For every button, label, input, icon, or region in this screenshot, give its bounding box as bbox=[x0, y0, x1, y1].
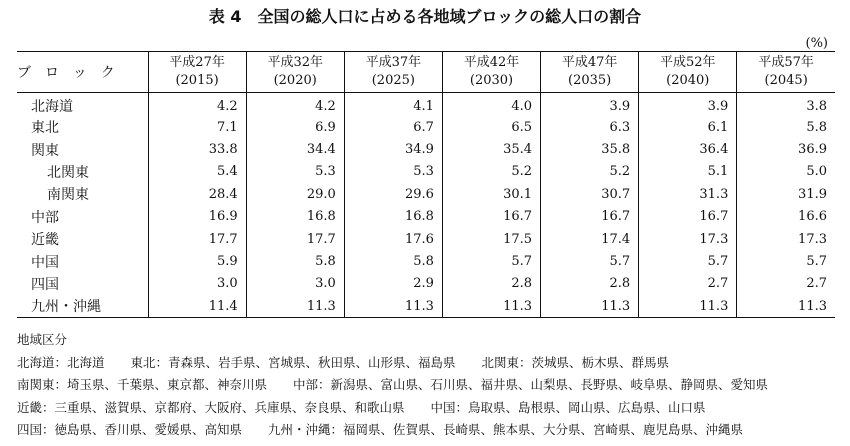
share-value: 2.8 bbox=[442, 273, 540, 295]
year-era: 平成52年 bbox=[660, 55, 716, 70]
share-value: 7.1 bbox=[148, 116, 246, 138]
share-value: 34.4 bbox=[246, 138, 344, 160]
share-value: 17.3 bbox=[639, 228, 737, 250]
share-value: 5.9 bbox=[148, 250, 246, 272]
notes-line bbox=[17, 419, 837, 442]
table-row bbox=[17, 161, 835, 183]
notes-line bbox=[17, 397, 837, 420]
share-value: 17.4 bbox=[541, 228, 639, 250]
table-row bbox=[17, 138, 835, 160]
year-ad: (2035) bbox=[568, 73, 612, 88]
share-value: 6.3 bbox=[541, 116, 639, 138]
share-value: 11.3 bbox=[344, 295, 442, 317]
share-value: 5.8 bbox=[246, 250, 344, 272]
year-ad: (2025) bbox=[371, 73, 415, 88]
share-value: 6.7 bbox=[344, 116, 442, 138]
notes-heading: 地域区分 bbox=[17, 332, 68, 347]
year-header-2020 bbox=[246, 52, 344, 93]
year-header-2030 bbox=[442, 52, 540, 93]
share-value: 6.1 bbox=[639, 116, 737, 138]
year-header-2035 bbox=[541, 52, 639, 93]
share-value: 11.3 bbox=[541, 295, 639, 317]
year-header-2045 bbox=[737, 52, 835, 93]
region-name: 南関東 bbox=[47, 187, 89, 204]
share-value: 2.9 bbox=[344, 273, 442, 295]
share-value: 4.1 bbox=[344, 93, 442, 117]
share-value: 31.9 bbox=[737, 183, 835, 205]
share-value: 6.9 bbox=[246, 116, 344, 138]
share-value: 16.6 bbox=[737, 206, 835, 228]
header-row bbox=[17, 52, 835, 93]
share-value: 28.4 bbox=[148, 183, 246, 205]
table-row bbox=[17, 183, 835, 205]
share-value: 33.8 bbox=[148, 138, 246, 160]
share-value: 30.1 bbox=[442, 183, 540, 205]
region-name: 中国 bbox=[31, 254, 59, 271]
share-value: 11.3 bbox=[246, 295, 344, 317]
table-row bbox=[17, 295, 835, 317]
share-value: 5.7 bbox=[639, 250, 737, 272]
note-item: 四国：徳島県、香川県、愛媛県、高知県 bbox=[17, 422, 243, 437]
note-item: 北関東：茨城県、栃木県、群馬県 bbox=[481, 354, 670, 370]
share-value: 17.7 bbox=[246, 228, 344, 250]
region-name: 中部 bbox=[31, 209, 59, 226]
region-name: 近畿 bbox=[31, 232, 59, 249]
share-value: 4.2 bbox=[246, 93, 344, 117]
share-value: 34.9 bbox=[344, 138, 442, 160]
share-value: 35.4 bbox=[442, 138, 540, 160]
share-value: 3.0 bbox=[246, 273, 344, 295]
note-item: 北海道：北海道 bbox=[17, 354, 105, 370]
share-value: 3.9 bbox=[541, 93, 639, 117]
year-ad: (2030) bbox=[469, 73, 514, 88]
share-value: 16.8 bbox=[344, 206, 442, 228]
share-value: 11.3 bbox=[442, 295, 540, 317]
share-value: 16.7 bbox=[541, 206, 639, 228]
share-value: 2.7 bbox=[737, 273, 835, 295]
share-value: 3.0 bbox=[148, 273, 246, 295]
share-value: 35.8 bbox=[541, 138, 639, 160]
note-item: 近畿：三重県、滋賀県、京都府、大阪府、兵庫県、奈良県、和歌山県 bbox=[17, 399, 405, 415]
share-value: 3.8 bbox=[737, 93, 835, 117]
note-item: 中部：新潟県、富山県、石川県、福井県、山梨県、長野県、岐阜県、静岡県、愛知県 bbox=[293, 377, 769, 392]
share-value: 11.4 bbox=[148, 295, 246, 317]
region-notes bbox=[17, 329, 837, 442]
year-header-2025 bbox=[344, 52, 442, 93]
share-value: 36.9 bbox=[737, 138, 835, 160]
share-value: 30.7 bbox=[541, 183, 639, 205]
year-era: 平成57年 bbox=[758, 55, 814, 70]
year-ad: (2045) bbox=[764, 73, 808, 88]
unit-label: (%) bbox=[805, 36, 828, 51]
share-value: 31.3 bbox=[639, 183, 737, 205]
share-value: 36.4 bbox=[639, 138, 737, 160]
year-header-2040 bbox=[639, 52, 737, 93]
share-value: 6.5 bbox=[442, 116, 540, 138]
table-row bbox=[17, 116, 835, 138]
share-value: 16.7 bbox=[442, 206, 540, 228]
table-row bbox=[17, 93, 835, 117]
share-value: 5.8 bbox=[344, 250, 442, 272]
share-value: 5.7 bbox=[737, 250, 835, 272]
share-value: 29.6 bbox=[344, 183, 442, 205]
share-value: 5.8 bbox=[737, 116, 835, 138]
table-row bbox=[17, 273, 835, 295]
share-value: 17.7 bbox=[148, 228, 246, 250]
share-value: 5.2 bbox=[442, 161, 540, 183]
year-ad: (2015) bbox=[175, 73, 219, 88]
table-row bbox=[17, 228, 835, 250]
share-value: 16.9 bbox=[148, 206, 246, 228]
share-value: 11.3 bbox=[639, 295, 737, 317]
year-ad: (2040) bbox=[666, 73, 710, 88]
share-value: 17.6 bbox=[344, 228, 442, 250]
region-name: 関東 bbox=[31, 142, 59, 159]
share-value: 5.3 bbox=[246, 161, 344, 183]
share-value: 16.7 bbox=[639, 206, 737, 228]
year-era: 平成32年 bbox=[267, 55, 323, 70]
year-era: 平成42年 bbox=[463, 55, 520, 70]
table-title: 表 4 全国の総人口に占める各地域ブロックの総人口の割合 bbox=[208, 7, 642, 26]
year-era: 平成47年 bbox=[561, 55, 618, 70]
year-era: 平成37年 bbox=[365, 55, 422, 70]
share-value: 2.7 bbox=[639, 273, 737, 295]
note-item: 九州・沖縄：福岡県、佐賀県、長崎県、熊本県、大分県、宮崎県、鹿児島県、沖縄県 bbox=[268, 422, 744, 437]
table-row bbox=[17, 250, 835, 272]
share-value: 5.3 bbox=[344, 161, 442, 183]
share-value: 11.3 bbox=[737, 295, 835, 317]
share-value: 5.7 bbox=[541, 250, 639, 272]
region-name: 北海道 bbox=[31, 99, 73, 115]
note-item: 東北：青森県、岩手県、宮城県、秋田県、山形県、福島県 bbox=[130, 354, 456, 370]
population-share-table bbox=[17, 51, 835, 318]
share-value: 5.7 bbox=[442, 250, 540, 272]
year-header-2015 bbox=[148, 52, 246, 93]
share-value: 17.3 bbox=[737, 228, 835, 250]
year-ad: (2020) bbox=[273, 73, 317, 88]
table-body bbox=[17, 93, 835, 318]
share-value: 17.5 bbox=[442, 228, 540, 250]
share-value: 5.0 bbox=[737, 161, 835, 183]
share-value: 5.1 bbox=[639, 161, 737, 183]
share-value: 4.2 bbox=[148, 93, 246, 117]
share-value: 5.2 bbox=[541, 161, 639, 183]
note-item: 中国：鳥取県、島根県、岡山県、広島県、山口県 bbox=[430, 399, 706, 415]
year-era: 平成27年 bbox=[169, 55, 225, 70]
share-value: 16.8 bbox=[246, 206, 344, 228]
region-name: 北関東 bbox=[47, 164, 89, 181]
notes-line bbox=[17, 374, 837, 397]
share-value: 5.4 bbox=[148, 161, 246, 183]
notes-line bbox=[17, 352, 837, 375]
share-value: 29.0 bbox=[246, 183, 344, 205]
region-name: 九州・沖縄 bbox=[31, 299, 101, 316]
share-value: 3.9 bbox=[639, 93, 737, 117]
region-name: 四国 bbox=[31, 276, 59, 293]
table-row bbox=[17, 206, 835, 228]
note-item: 南関東：埼玉県、千葉県、東京都、神奈川県 bbox=[17, 377, 268, 392]
share-value: 2.8 bbox=[541, 273, 639, 295]
region-name: 東北 bbox=[31, 120, 59, 137]
share-value: 4.0 bbox=[442, 93, 540, 117]
block-column-header: ブロック bbox=[17, 65, 129, 81]
